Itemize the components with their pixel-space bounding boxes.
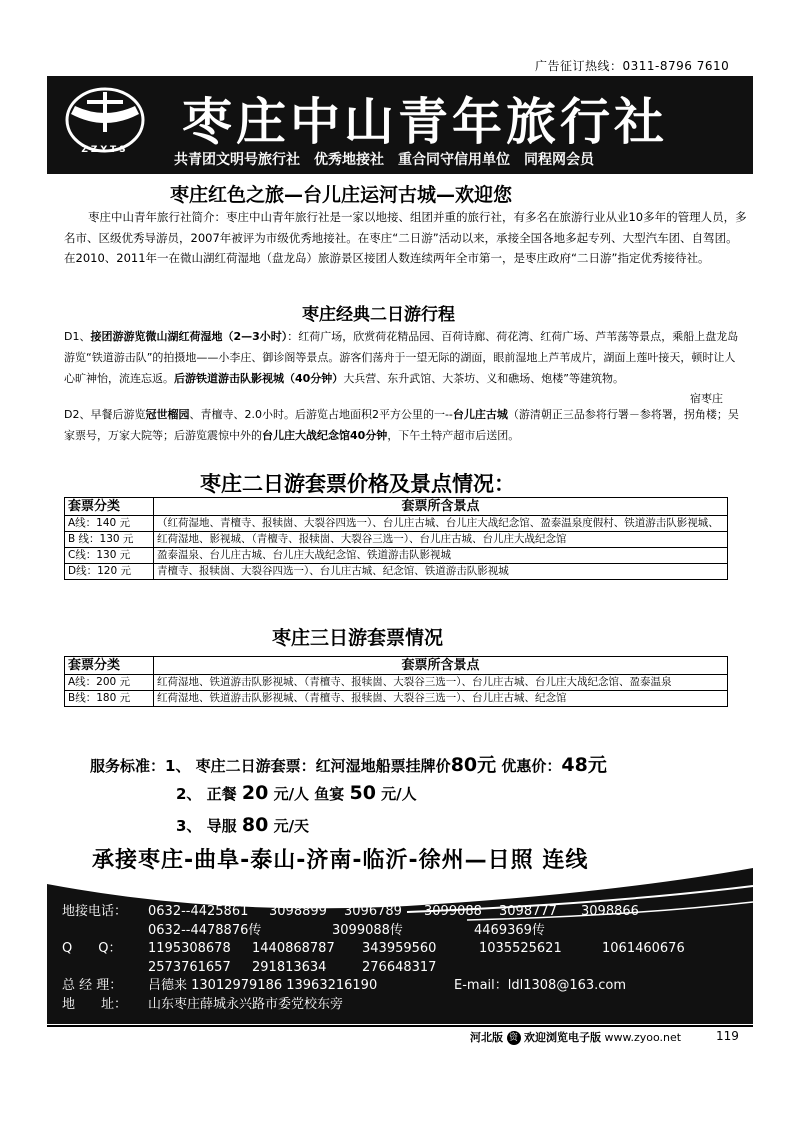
discount-label: 优惠价： bbox=[496, 757, 562, 775]
day2-highlight-memorial: 台儿庄大战纪念馆40分钟 bbox=[262, 428, 388, 442]
guide-price: 80 bbox=[241, 814, 269, 836]
phone-number: 3096789 bbox=[344, 904, 402, 919]
day1-highlight-wetland: 接团游游览微山湖红荷湿地（2—3小时） bbox=[90, 330, 288, 343]
service-item-1 bbox=[90, 750, 607, 777]
boat-discount-price: 48元 bbox=[561, 754, 607, 776]
guide-unit: 元/天 bbox=[268, 817, 310, 835]
day1-label: D1、 bbox=[64, 330, 91, 343]
itinerary-title: 枣庄经典二日游行程 bbox=[302, 305, 455, 325]
table-row bbox=[65, 564, 728, 580]
package-spots: 青檀寺、报犊崮、大裂谷四选一）、台儿庄古城、纪念馆、铁道游击队影视城 bbox=[154, 564, 728, 580]
qq-number: 1061460676 bbox=[602, 941, 685, 957]
guide-label: 3、 导服 bbox=[176, 817, 242, 835]
address: 山东枣庄薛城永兴路市委党校东旁 bbox=[148, 996, 344, 1012]
qq-number: 343959560 bbox=[362, 941, 437, 957]
phone-number: 3098866 bbox=[581, 904, 639, 919]
col-spots-header: 套票所含景点 bbox=[154, 657, 728, 675]
badge-icon: 资 bbox=[507, 1031, 521, 1045]
logo-text: ZZYTS bbox=[81, 145, 129, 155]
welcome-text: 欢迎浏览电子版 bbox=[524, 1031, 601, 1044]
package-spots: （红荷湿地、青檀寺、报犊崮、大裂谷四选一）、台儿庄古城、台儿庄大战纪念馆、盈泰温泉度假村、铁道游击队影视城、 bbox=[154, 516, 728, 532]
two-day-table bbox=[64, 497, 728, 580]
day2-highlight-ancient-city: 台儿庄古城 bbox=[452, 408, 508, 421]
itinerary-day1 bbox=[64, 327, 742, 389]
header-banner bbox=[47, 76, 753, 174]
phone-number: 3099088 bbox=[424, 904, 482, 919]
qq-number: 2573761657 bbox=[148, 959, 231, 975]
edition-info bbox=[470, 1029, 681, 1045]
three-day-title: 枣庄三日游套票情况 bbox=[272, 627, 444, 649]
manager-info: 吕德来 13012979186 13963216190 bbox=[148, 978, 378, 994]
route-slogan: 承接枣庄-曲阜-泰山-济南-临沂-徐州—日照 连线 bbox=[92, 848, 589, 873]
col-spots-header: 套票所含景点 bbox=[154, 498, 728, 516]
fax-number: 4469369传 bbox=[474, 922, 545, 938]
ad-hotline: 广告征订热线：0311-8796 7610 bbox=[535, 59, 730, 73]
headline: 枣庄红色之旅—台儿庄运河古城—欢迎您 bbox=[170, 184, 513, 206]
table-row bbox=[65, 516, 728, 532]
page-number: 119 bbox=[716, 1029, 739, 1043]
fax-number: 0632--4478876传 bbox=[148, 922, 262, 938]
table-row bbox=[65, 532, 728, 548]
day2-label: D2、 bbox=[64, 408, 91, 421]
day2-text: 早餐后游览 bbox=[90, 408, 146, 421]
service-label: 服务标准： bbox=[90, 757, 166, 775]
email[interactable]: E-mail：ldl1308@163.com bbox=[454, 978, 627, 994]
qq-number: 1035525621 bbox=[479, 941, 562, 957]
package-label: A线：140 元 bbox=[65, 516, 154, 532]
fish-feast-price: 50 bbox=[349, 782, 376, 804]
table-row bbox=[65, 691, 728, 707]
phone-number: 3098777 bbox=[499, 904, 557, 919]
service-item-2 bbox=[176, 782, 417, 804]
package-label: B线：180 元 bbox=[65, 691, 154, 707]
package-spots: 盈泰温泉、台儿庄古城、台儿庄大战纪念馆、铁道游击队影视城 bbox=[154, 548, 728, 564]
package-spots: 红荷湿地、影视城、（青檀寺、报犊崮、大裂谷三选一）、台儿庄古城、台儿庄大战纪念馆 bbox=[154, 532, 728, 548]
qq-number: 1195308678 bbox=[148, 941, 231, 957]
agency-name: 枣庄中山青年旅行社 bbox=[182, 93, 668, 151]
agency-logo bbox=[63, 84, 147, 158]
col-type-header: 套票分类 bbox=[65, 657, 154, 675]
table-header bbox=[65, 657, 728, 675]
col-type-header: 套票分类 bbox=[65, 498, 154, 516]
package-label: D线：120 元 bbox=[65, 564, 154, 580]
day1-highlight-film-city: 后游铁道游击队影视城（40分钟） bbox=[174, 371, 344, 385]
table-row bbox=[65, 548, 728, 564]
package-spots: 红荷湿地、铁道游击队影视城、（青檀寺、报犊崮、大裂谷三选一）、台儿庄古城、台儿庄大战纪念馆、盈泰温泉 bbox=[154, 675, 728, 691]
service-boat-ticket: 1、 枣庄二日游套票：红河湿地船票挂牌价 bbox=[165, 757, 451, 775]
qq-label: Q Q： bbox=[62, 941, 122, 957]
package-label: C线：130 元 bbox=[65, 548, 154, 564]
package-label: B 线：130 元 bbox=[65, 532, 154, 548]
phone-number: 0632--4425861 bbox=[148, 904, 249, 919]
agency-honors: 共青团文明号旅行社 优秀地接社 重合同守信用单位 同程网会员 bbox=[174, 152, 594, 168]
day2-text-4: ，下午土特产超市后送团。 bbox=[387, 428, 520, 442]
package-label: A线：200 元 bbox=[65, 675, 154, 691]
agency-intro: 枣庄中山青年旅行社简介：枣庄中山青年旅行社是一家以地接、组团并重的旅行社，有多名在旅游行业从业10多年的管理人员，多名市、区级优秀导游员，2007年被评为市级优秀地接社。在枣庄“二日游”活动以来，承接全国各地多起专列、大型汽车团、自驾团。在2010、2011年一在微山湖红荷湿地（盘龙岛）旅游景区接团人数连续两年全市第一，是枣庄政府“二日游”指定优秀接待社。 bbox=[64, 210, 747, 265]
day1-text: ：红荷广场，欣赏荷花精品园、百荷诗廊、荷花湾、红荷广场、芦苇荡等景点，乘船上盘龙岛游览“铁道游击队”的拍摄地——小李庄、御诊阁等景点。游客们荡舟于一望无际的湖面，眼前湿地上芦苇成片，湖面上莲叶接天，顿时让人心旷神怡，流连忘返。 bbox=[64, 330, 739, 385]
meal-label: 2、 正餐 bbox=[176, 785, 242, 803]
qq-number: 291813634 bbox=[252, 959, 327, 975]
itinerary-day2 bbox=[64, 405, 742, 447]
address-label: 地 址： bbox=[62, 996, 128, 1012]
phone-label: 地接电话： bbox=[62, 904, 128, 919]
fish-feast-label: 元/人 鱼宴 bbox=[268, 785, 350, 803]
table-row bbox=[65, 675, 728, 691]
day1-stay: 宿枣庄 bbox=[690, 392, 723, 405]
day2-text-3: （游清朝正三品参将行署－参将署，拐角楼；吴家票号，万家大院等；后游览震惊中外的 bbox=[64, 408, 739, 442]
day2-text-2: 、青檀寺、2.0小时。后游览占地面积2平方公里的一-- bbox=[189, 408, 453, 421]
boat-list-price: 80元 bbox=[450, 754, 497, 776]
day1-text-2: 大兵营、东升武馆、大茶坊、义和礁场、炮楼”等建筑物。 bbox=[343, 371, 625, 385]
service-item-3 bbox=[176, 814, 309, 836]
fax-number: 3099088传 bbox=[332, 922, 403, 938]
footer-divider bbox=[47, 1025, 753, 1027]
website-url[interactable]: www.zyoo.net bbox=[604, 1031, 682, 1044]
meal-price: 20 bbox=[241, 782, 269, 804]
package-spots: 红荷湿地、铁道游击队影视城、（青檀寺、报犊崮、大裂谷三选一）、台儿庄古城、纪念馆 bbox=[154, 691, 728, 707]
qq-number: 1440868787 bbox=[252, 941, 335, 957]
two-day-title: 枣庄二日游套票价格及景点情况： bbox=[200, 472, 515, 496]
fish-feast-unit: 元/人 bbox=[375, 785, 417, 803]
table-header bbox=[65, 498, 728, 516]
qq-number: 276648317 bbox=[362, 959, 437, 975]
day2-highlight-garden: 冠世榴园 bbox=[145, 408, 190, 421]
three-day-table bbox=[64, 656, 728, 707]
phone-number: 3098899 bbox=[269, 904, 327, 919]
edition-label: 河北版 bbox=[470, 1031, 503, 1044]
manager-label: 总 经 理： bbox=[62, 978, 123, 994]
